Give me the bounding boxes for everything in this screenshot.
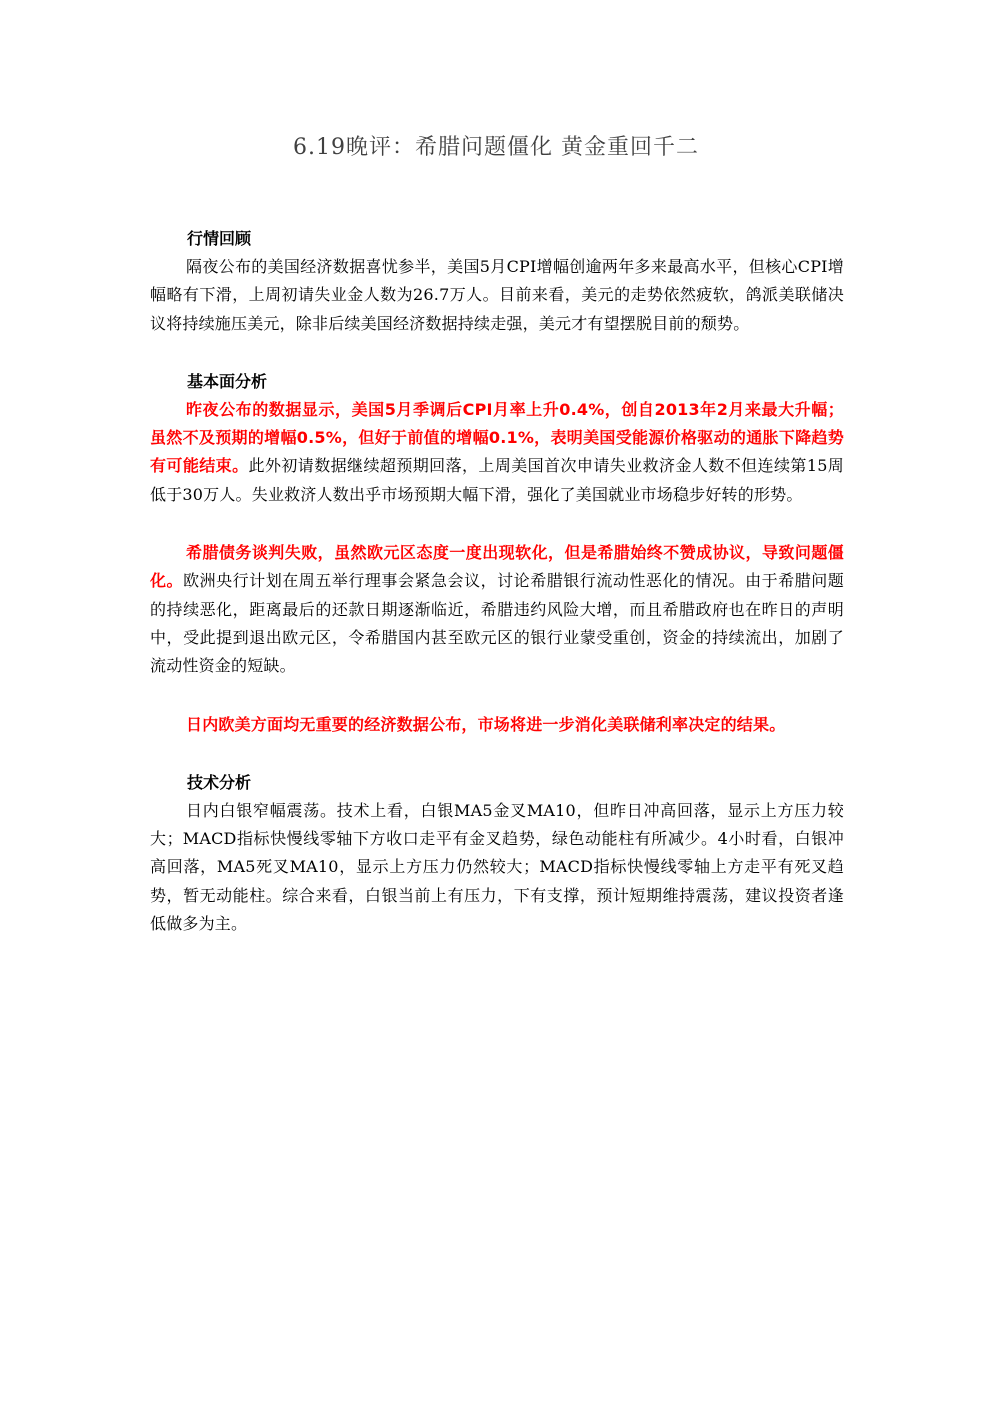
fundamental-paragraph-2 bbox=[150, 539, 844, 680]
section-fundamental-analysis bbox=[150, 368, 844, 739]
emphasis-text-no-data: 日内欧美方面均无重要的经济数据公布，市场将进一步消化美联储利率决定的结果。 bbox=[186, 714, 786, 734]
emphasis-text-greece: 希腊债务谈判失败，虽然欧元区态度一度出现软化，但是希腊始终不赞成协议，导致问题僵化。 bbox=[150, 543, 844, 591]
section-heading-fundamental: 基本面分析 bbox=[187, 371, 268, 391]
technical-paragraph: 日内白银窄幅震荡。技术上看，白银MA5金叉MA10，但昨日冲高回落，显示上方压力较大；MACD指标快慢线零轴下方收口走平有金叉趋势，绿色动能柱有所减少。4小时看，白银冲高回落，MA5死叉MA10，显示上方压力仍然较大；MACD指标快慢线零轴上方走平有死叉趋势，暂无动能柱。综合来看，白银当前上有压力，下有支撑，预计短期维持震荡，建议投资者逢低做多为主。 bbox=[150, 800, 844, 934]
section-heading-market-review: 行情回顾 bbox=[187, 229, 252, 248]
document-body bbox=[150, 225, 844, 938]
fundamental-paragraph-1 bbox=[150, 396, 844, 509]
spacer bbox=[150, 681, 844, 711]
fundamental-paragraph-3 bbox=[150, 711, 844, 739]
document-title: 6.19晚评：希腊问题僵化 黄金重回千二 bbox=[293, 135, 699, 160]
spacer bbox=[150, 509, 844, 539]
section-market-review bbox=[150, 225, 844, 338]
section-technical-analysis bbox=[150, 769, 844, 938]
market-review-paragraph: 隔夜公布的美国经济数据喜忧参半，美国5月CPI增幅创逾两年多来最高水平，但核心CPI增幅略有下滑，上周初请失业金人数为26.7万人。目前来看，美元的走势依然疲软，鸽派美联储决议将持续施压美元，除非后续美国经济数据持续走强，美元才有望摆脱目前的颓势。 bbox=[150, 257, 844, 333]
spacer bbox=[150, 739, 844, 769]
body-text-jobless-claims: 此外初请数据继续超预期回落，上周美国首次申请失业救济金人数不但连续第15周低于30万人。失业救济人数出乎市场预期大幅下滑，强化了美国就业市场稳步好转的形势。 bbox=[150, 456, 845, 504]
body-text-ecb: 欧洲央行计划在周五举行理事会紧急会议，讨论希腊银行流动性恶化的情况。由于希腊问题的持续恶化，距离最后的还款日期逐渐临近，希腊违约风险大增，而且希腊政府也在昨日的声明中，受此提到退出欧元区，令希腊国内甚至欧元区的银行业蒙受重创，资金的持续流出，加剧了流动性资金的短缺。 bbox=[150, 571, 844, 676]
section-heading-technical: 技术分析 bbox=[187, 772, 252, 792]
emphasis-text-cpi: 昨夜公布的数据显示，美国5月季调后CPI月率上升0.4%，创自2013年2月来最大升幅；虽然不及预期的增幅0.5%，但好于前值的增幅0.1%，表明美国受能源价格驱动的通胀下降趋势有可能结束。 bbox=[150, 399, 844, 476]
spacer bbox=[150, 338, 844, 368]
